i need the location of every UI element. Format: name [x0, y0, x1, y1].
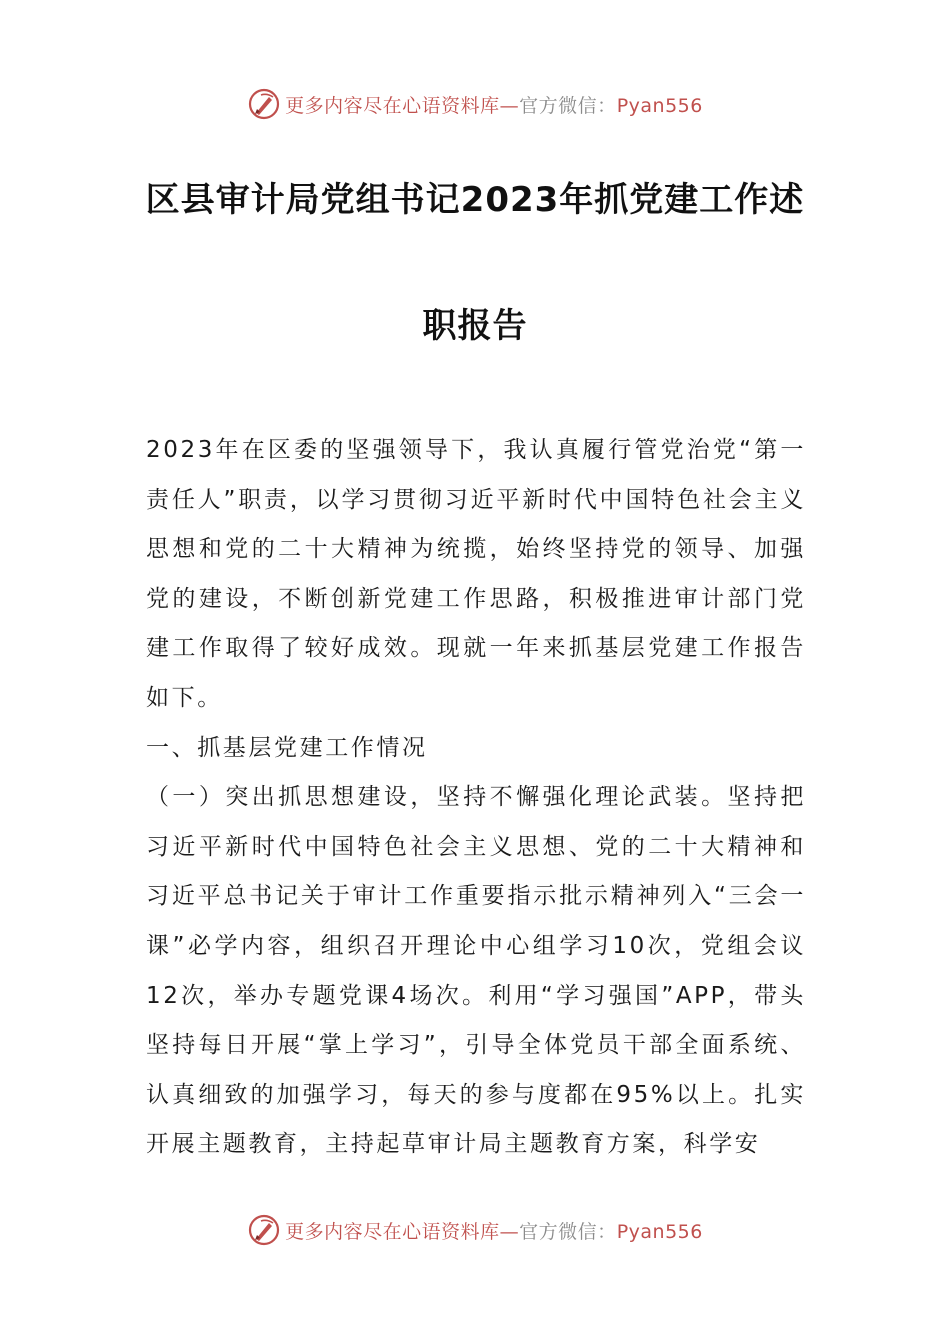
watermark-footer [0, 1210, 950, 1250]
watermark-wechat-id: Pyan556 [616, 1220, 703, 1243]
document-body [146, 426, 806, 1170]
watermark-main-text: 更多内容尽在心语资料库 [285, 94, 500, 117]
watermark-main-text: 更多内容尽在心语资料库 [285, 1220, 500, 1243]
watermark-dash: — [499, 94, 520, 117]
watermark-dash: — [499, 1220, 520, 1243]
watermark-wechat-id: Pyan556 [616, 94, 703, 117]
body-paragraph-section-1: （一）突出抓思想建设，坚持不懈强化理论武装。坚持把习近平新时代中国特色社会主义思想、党的二十大精神和习近平总书记关于审计工作重要指示批示精神列入“三会一课”必学内容，组织召开理论中心组学习10次，党组会议12次，举办专题党课4场次。利用“学习强国”APP，带头坚持每日开展“掌上学习”，引导全体党员干部全面系统、认真细致的加强学习，每天的参与度都在95%以上。扎实开展主题教育，主持起草审计局主题教育方案，科学安 [146, 784, 806, 1158]
watermark-label: 官方微信： [519, 94, 617, 117]
watermark-label: 官方微信： [519, 1220, 617, 1243]
document-title-line-2: 职报告 [422, 306, 528, 346]
watermark-text [285, 1217, 703, 1244]
pen-nib-logo-icon [247, 1213, 281, 1247]
watermark-text [285, 91, 703, 118]
body-section-heading: 一、抓基层党建工作情况 [146, 734, 428, 761]
body-paragraph-intro: 2023年在区委的坚强领导下，我认真履行管党治党“第一责任人”职责，以学习贯彻习近平新时代中国特色社会主义思想和党的二十大精神为统揽，始终坚持党的领导、加强党的建设，不断创新党建工作思路，积极推进审计部门党建工作取得了较好成效。现就一年来抓基层党建工作报告如下。 [146, 437, 806, 711]
document-title-line-1: 区县审计局党组书记2023年抓党建工作述 [145, 180, 805, 220]
watermark-header [0, 84, 950, 124]
pen-nib-logo-icon [247, 87, 281, 121]
